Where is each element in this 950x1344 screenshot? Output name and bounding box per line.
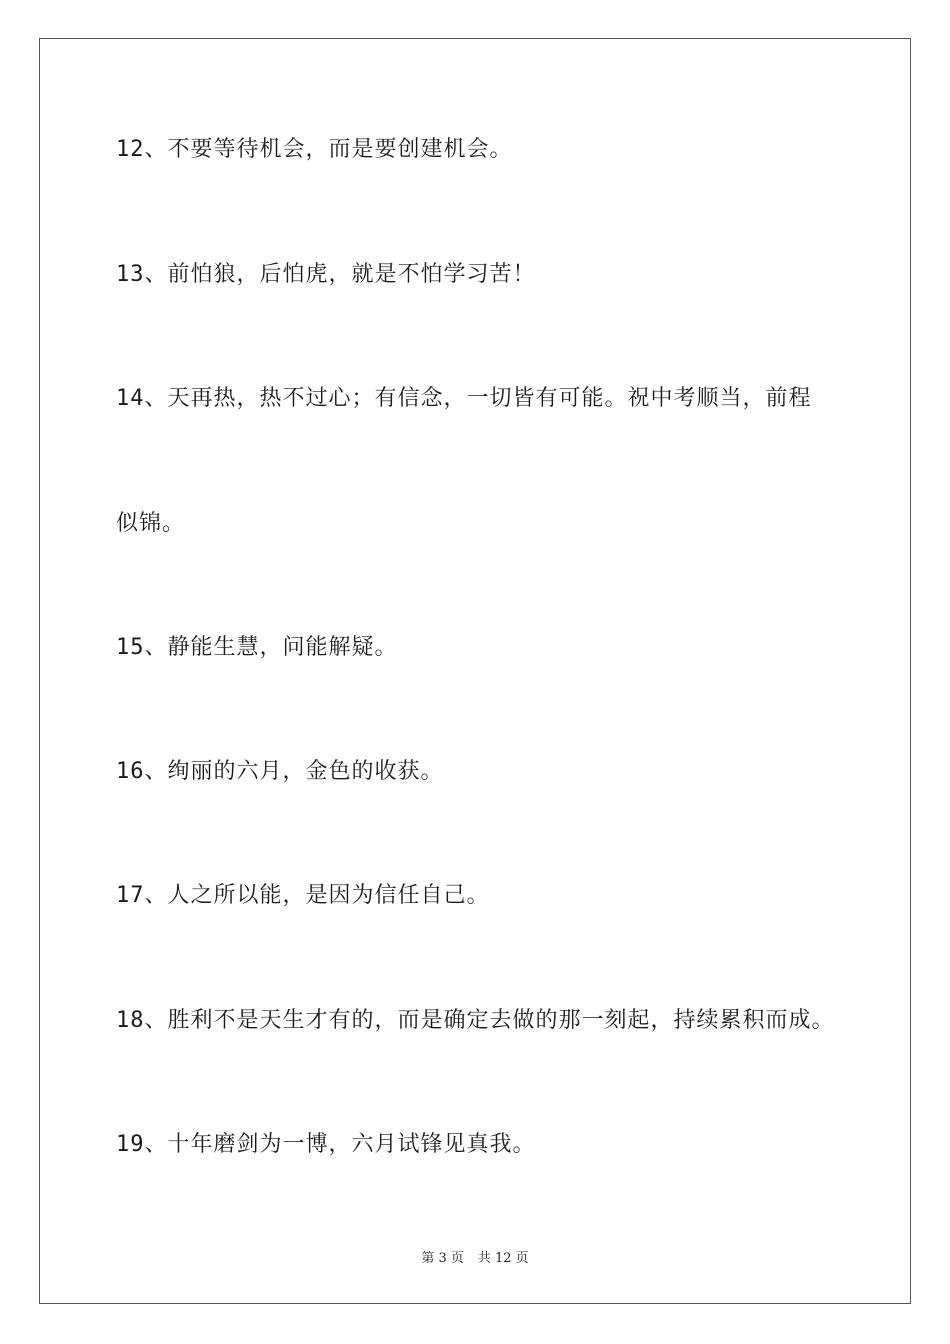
text-line-14: 14、天再热，热不过心；有信念，一切皆有可能。祝中考顺当，前程 [116, 386, 812, 411]
text-line-15: 15、静能生慧，问能解疑。 [116, 635, 398, 660]
page-footer [0, 1247, 950, 1266]
page-frame [39, 38, 911, 1304]
text-line-14-continued: 似锦。 [116, 511, 186, 536]
text-line-17: 17、人之所以能，是因为信任自己。 [116, 883, 490, 908]
text-line-13: 13、前怕狼，后怕虎，就是不怕学习苦！ [116, 262, 536, 287]
text-line-19: 19、十年磨剑为一博，六月试锋见真我。 [116, 1132, 536, 1157]
page-number: 第 3 页 [421, 1251, 464, 1266]
text-line-18: 18、胜利不是天生才有的，而是确定去做的那一刻起，持续累积而成。 [116, 1008, 835, 1033]
total-pages: 共 12 页 [477, 1251, 529, 1266]
text-line-12: 12、不要等待机会，而是要创建机会。 [116, 137, 513, 162]
text-line-16: 16、绚丽的六月，金色的收获。 [116, 759, 444, 784]
